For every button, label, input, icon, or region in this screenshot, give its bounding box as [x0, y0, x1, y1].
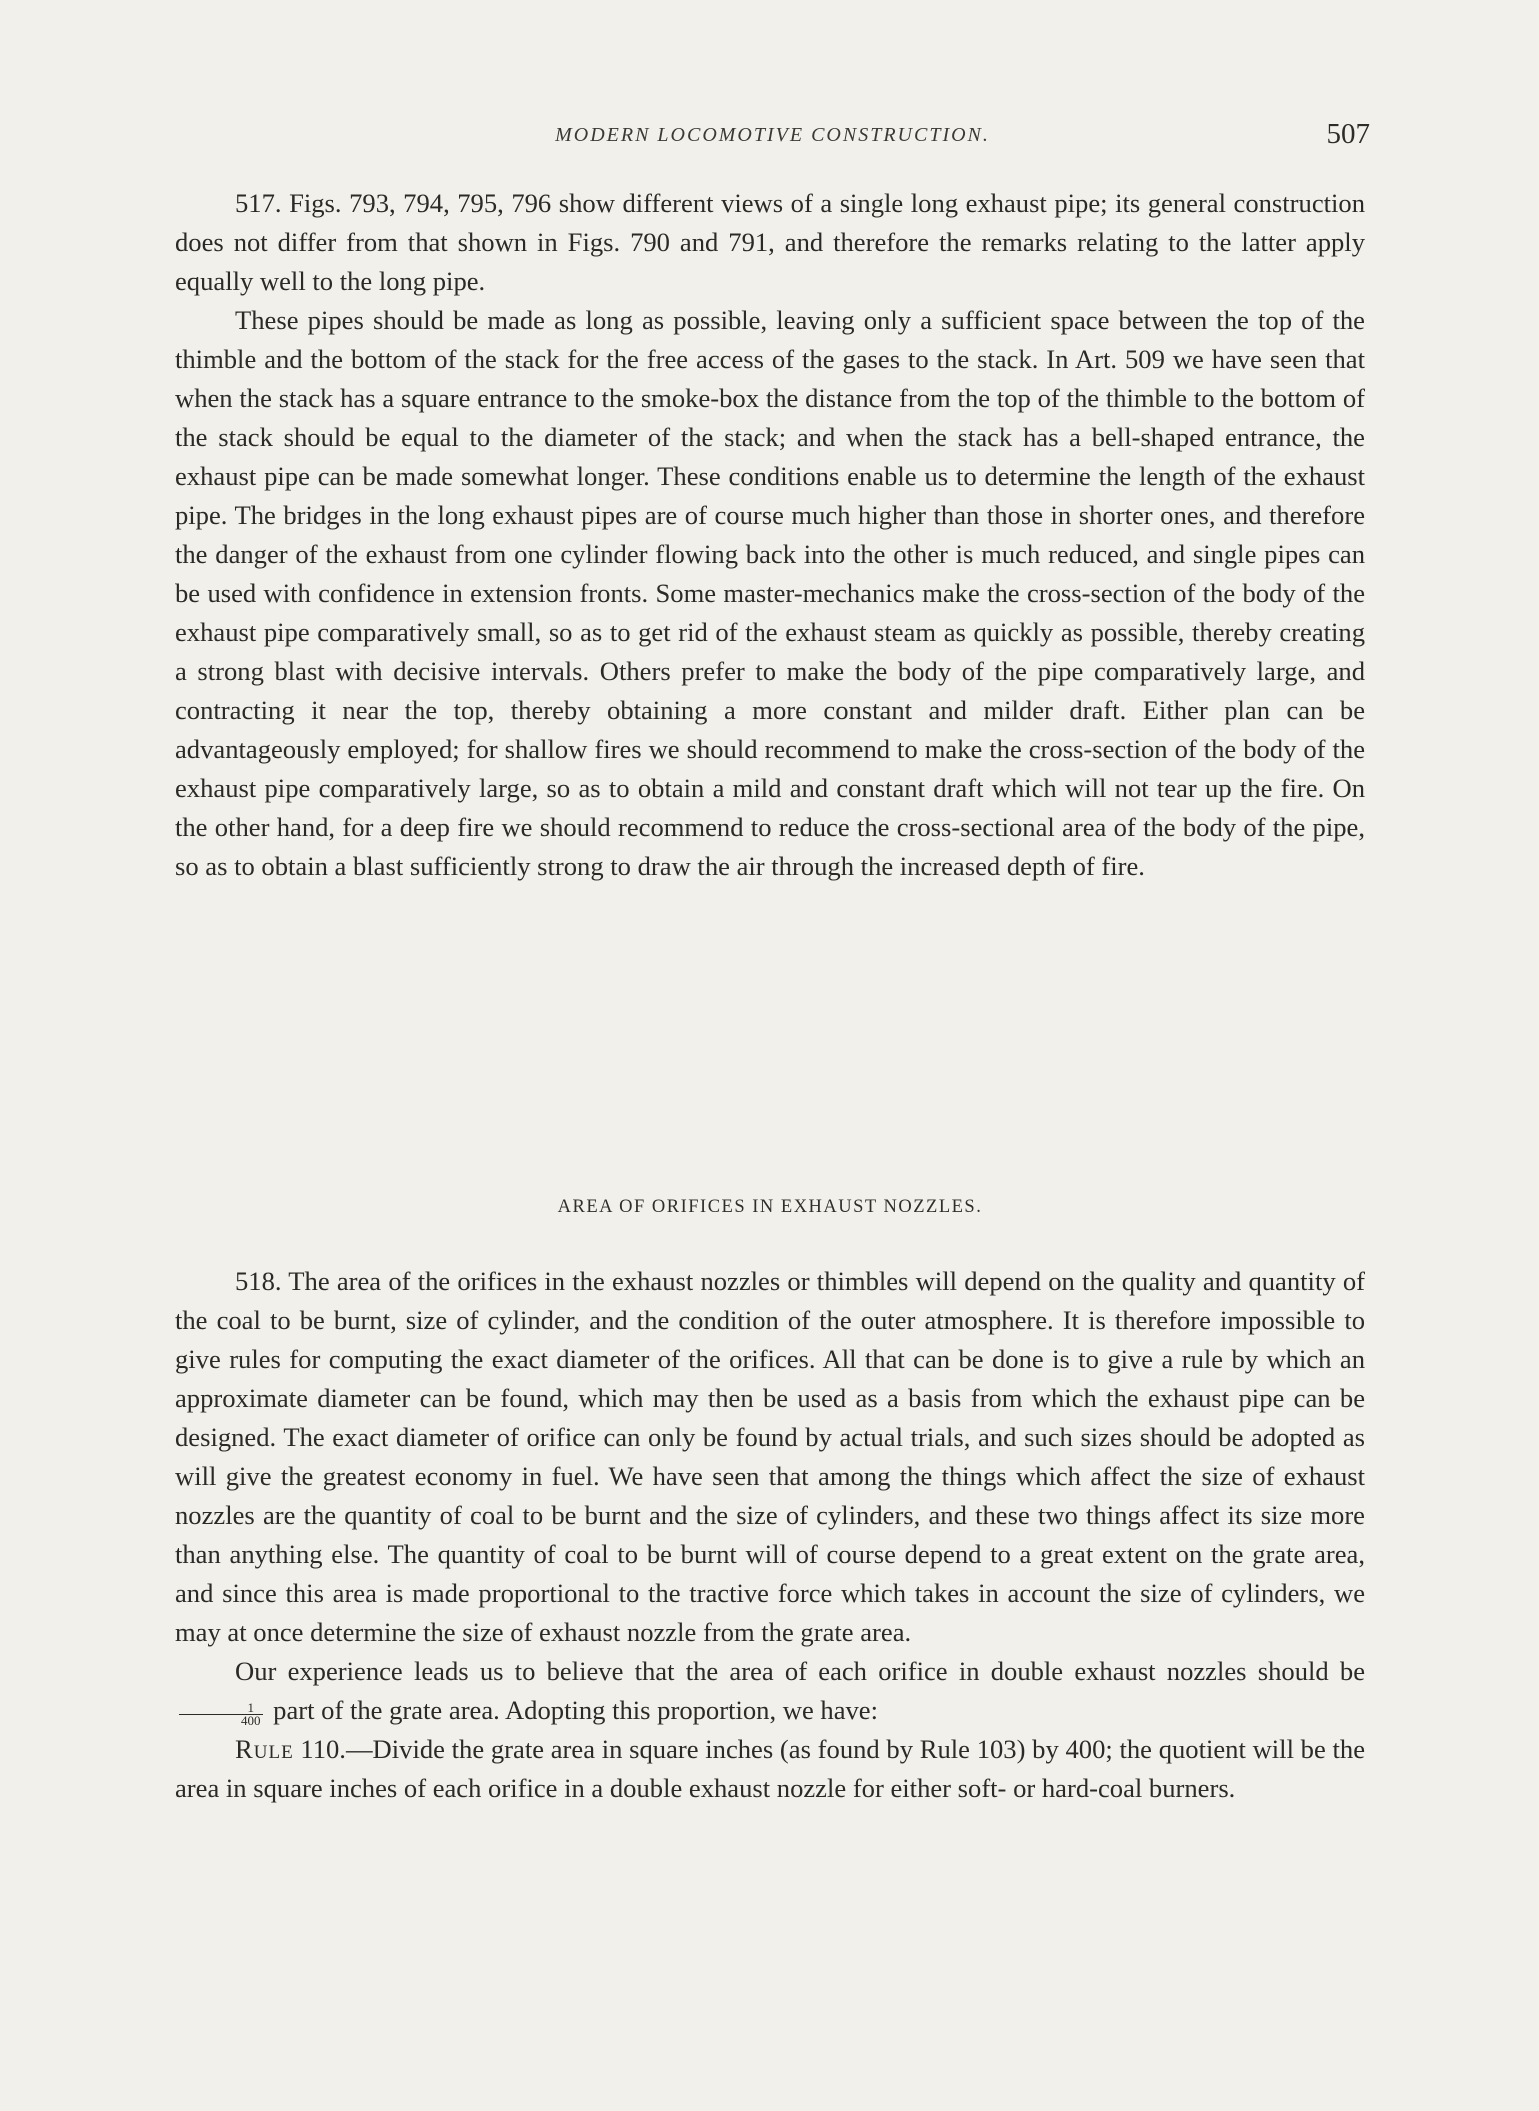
- paragraph-518-proportion: [175, 1652, 1365, 1730]
- fraction-numerator: 1: [179, 1702, 263, 1715]
- rule-label: Rule: [235, 1734, 294, 1764]
- page-number: 507: [1326, 118, 1370, 150]
- proportion-text-before: Our experience leads us to believe that the area of each orifice in double exhaust nozzles should be: [235, 1656, 1365, 1686]
- fraction-denominator: 400: [241, 1713, 261, 1728]
- paragraph-517-figures: 517. Figs. 793, 794, 795, 796 show different views of a single long exhaust pipe; its general construction does not differ from that shown in Figs. 790 and 791, and therefore the remarks relating to the latter apply equally well to the long pipe.: [175, 188, 1365, 296]
- fraction-one-four-hundredth: [179, 1702, 263, 1727]
- section-518: [175, 1262, 1365, 1808]
- proportion-text-after: part of the grate area. Adopting this proportion, we have:: [273, 1695, 878, 1725]
- section-517: [175, 184, 1365, 886]
- paragraph-517-pipe-length: These pipes should be made as long as possible, leaving only a sufficient space between the top of the thimble and the bottom of the stack for the free access of the gases to the stack. In Art. 509 we have seen that when the stack has a square entrance to the smoke-box the distance from the top of the thimble to the bottom of the stack should be equal to the diameter of the stack; and when the stack has a bell-shaped entrance, the exhaust pipe can be made somewhat longer. These conditions enable us to determine the length of the exhaust pipe. The bridges in the long exhaust pipes are of course much higher than those in shorter ones, and therefore the danger of the exhaust from one cylinder flowing back into the other is much reduced, and single pipes can be used with confidence in extension fronts. Some master-mechanics make the cross-section of the body of the exhaust pipe comparatively small, so as to get rid of the exhaust steam as quickly as possible, thereby creating a strong blast with decisive intervals. Others prefer to make the body of the pipe comparatively large, and contracting it near the top, thereby obtaining a more constant and milder draft. Either plan can be advantageously employed; for shallow fires we should recommend to make the cross-section of the body of the exhaust pipe comparatively large, so as to obtain a mild and constant draft which will not tear up the fire. On the other hand, for a deep fire we should recommend to reduce the cross-sectional area of the body of the pipe, so as to obtain a blast sufficiently strong to draw the air through the increased depth of fire.: [175, 305, 1365, 881]
- rule-text: 110.—Divide the grate area in square inches (as found by Rule 103) by 400; the quotient will be the area in square inches of each orifice in a double exhaust nozzle for either soft- or hard-coal burners.: [175, 1734, 1365, 1803]
- rule-110: [175, 1730, 1365, 1808]
- running-title: MODERN LOCOMOTIVE CONSTRUCTION.: [555, 124, 990, 146]
- section-heading: AREA OF ORIFICES IN EXHAUST NOZZLES.: [557, 1197, 983, 1217]
- paragraph-518-orifice-area: 518. The area of the orifices in the exhaust nozzles or thimbles will depend on the quality and quantity of the coal to be burnt, size of cylinder, and the condition of the outer atmosphere. It is therefore impossible to give rules for computing the exact diameter of the orifices. All that can be done is to give a rule by which an approximate diameter can be found, which may then be used as a basis from which the exhaust pipe can be designed. The exact diameter of orifice can only be found by actual trials, and such sizes should be adopted as will give the greatest economy in fuel. We have seen that among the things which affect the size of exhaust nozzles are the quantity of coal to be burnt and the size of cylinders, and these two things affect its size more than anything else. The quantity of coal to be burnt will of course depend to a great extent on the grate area, and since this area is made proportional to the tractive force which takes in account the size of cylinders, we may at once determine the size of exhaust nozzle from the grate area.: [175, 1266, 1365, 1647]
- running-head: [175, 118, 1370, 158]
